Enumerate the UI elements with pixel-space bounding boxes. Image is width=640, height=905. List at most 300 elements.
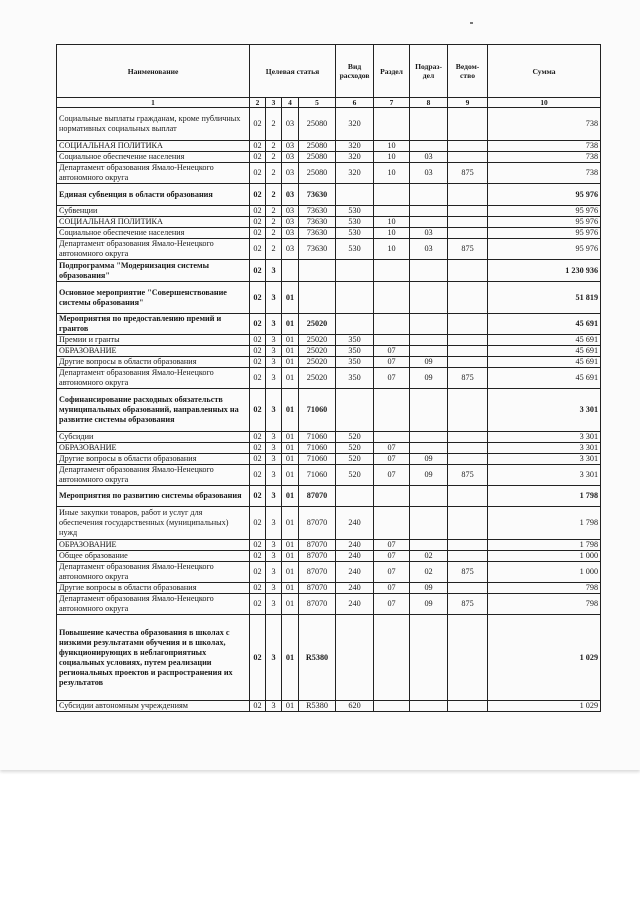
target-code-3: 03 — [282, 141, 299, 152]
subsection-cell — [410, 389, 448, 432]
target-code-3: 01 — [282, 594, 299, 615]
expense-kind-cell: 520 — [336, 454, 374, 465]
row-name-cell: СОЦИАЛЬНАЯ ПОЛИТИКА — [57, 217, 250, 228]
subsection-cell — [410, 314, 448, 335]
row-name-cell: Департамент образования Ямало-Ненецкого автономного округа — [57, 163, 250, 184]
target-code-1: 02 — [250, 615, 266, 701]
target-code-2: 2 — [266, 228, 282, 239]
table-row — [57, 206, 601, 217]
table-row — [57, 346, 601, 357]
column-numbers-row — [57, 98, 601, 108]
target-code-4: R5380 — [299, 701, 336, 712]
target-code-3: 01 — [282, 432, 299, 443]
table-row — [57, 389, 601, 432]
budget-table — [56, 44, 601, 712]
section-cell — [374, 486, 410, 507]
target-code-2: 2 — [266, 239, 282, 260]
expense-kind-cell — [336, 282, 374, 314]
expense-kind-cell: 620 — [336, 701, 374, 712]
target-code-4: 25080 — [299, 141, 336, 152]
target-code-3: 01 — [282, 507, 299, 540]
target-code-4: 71060 — [299, 432, 336, 443]
sum-cell: 45 691 — [488, 314, 601, 335]
target-code-2: 3 — [266, 562, 282, 583]
target-code-4: 73630 — [299, 217, 336, 228]
section-cell: 10 — [374, 141, 410, 152]
subsection-cell: 02 — [410, 551, 448, 562]
expense-kind-cell: 320 — [336, 141, 374, 152]
department-cell — [448, 701, 488, 712]
section-cell: 10 — [374, 228, 410, 239]
header-expense-kind: Вид расходов — [336, 45, 374, 98]
section-cell — [374, 108, 410, 141]
subsection-cell — [410, 217, 448, 228]
expense-kind-cell: 520 — [336, 432, 374, 443]
target-code-3: 03 — [282, 217, 299, 228]
subsection-cell: 02 — [410, 562, 448, 583]
target-code-4: 87070 — [299, 562, 336, 583]
table-row — [57, 465, 601, 486]
target-code-4 — [299, 260, 336, 282]
header-name: Наименование — [57, 45, 250, 98]
target-code-3: 01 — [282, 346, 299, 357]
department-cell — [448, 260, 488, 282]
header-section: Раздел — [374, 45, 410, 98]
target-code-1: 02 — [250, 389, 266, 432]
target-code-4: 25020 — [299, 335, 336, 346]
subsection-cell: 09 — [410, 465, 448, 486]
sum-cell: 1 798 — [488, 486, 601, 507]
table-row — [57, 357, 601, 368]
table-row — [57, 239, 601, 260]
target-code-2: 3 — [266, 335, 282, 346]
expense-kind-cell: 240 — [336, 507, 374, 540]
target-code-4: 71060 — [299, 454, 336, 465]
sum-cell: 738 — [488, 141, 601, 152]
table-row — [57, 228, 601, 239]
target-code-1: 02 — [250, 217, 266, 228]
subsection-cell — [410, 540, 448, 551]
expense-kind-cell: 320 — [336, 108, 374, 141]
table-row — [57, 141, 601, 152]
target-code-1: 02 — [250, 562, 266, 583]
department-cell: 875 — [448, 562, 488, 583]
subsection-cell — [410, 486, 448, 507]
subsection-cell: 03 — [410, 163, 448, 184]
row-name-cell: Повышение качества образования в школах с низкими результатами обучения и в школах, функционирующих в неблагоприятных социальных условиях, путем реализации региональных проектов и распространения их результатов — [57, 615, 250, 701]
sum-cell: 1 000 — [488, 551, 601, 562]
target-code-1: 02 — [250, 594, 266, 615]
target-code-3: 01 — [282, 701, 299, 712]
expense-kind-cell: 520 — [336, 443, 374, 454]
target-code-3: 03 — [282, 108, 299, 141]
sum-cell: 1 029 — [488, 615, 601, 701]
table-row — [57, 443, 601, 454]
subsection-cell — [410, 346, 448, 357]
target-code-1: 02 — [250, 507, 266, 540]
target-code-2: 3 — [266, 594, 282, 615]
subsection-cell: 03 — [410, 228, 448, 239]
section-cell: 10 — [374, 152, 410, 163]
subsection-cell: 03 — [410, 152, 448, 163]
target-code-2: 3 — [266, 583, 282, 594]
row-name-cell: Мероприятия по предоставлению премий и грантов — [57, 314, 250, 335]
table-row — [57, 432, 601, 443]
target-code-2: 2 — [266, 217, 282, 228]
section-cell — [374, 260, 410, 282]
subsection-cell — [410, 443, 448, 454]
target-code-1: 02 — [250, 228, 266, 239]
target-code-1: 02 — [250, 432, 266, 443]
expense-kind-cell — [336, 260, 374, 282]
target-code-1: 02 — [250, 184, 266, 206]
department-cell — [448, 615, 488, 701]
department-cell — [448, 583, 488, 594]
expense-kind-cell: 240 — [336, 583, 374, 594]
target-code-3: 01 — [282, 282, 299, 314]
section-cell: 07 — [374, 594, 410, 615]
column-number: 7 — [374, 98, 410, 108]
subsection-cell — [410, 432, 448, 443]
target-code-2: 3 — [266, 486, 282, 507]
target-code-2: 3 — [266, 432, 282, 443]
row-name-cell: Департамент образования Ямало-Ненецкого автономного округа — [57, 239, 250, 260]
subsection-cell: 03 — [410, 239, 448, 260]
header-department: Ведом-ство — [448, 45, 488, 98]
row-name-cell: Социальные выплаты гражданам, кроме публичных нормативных социальных выплат — [57, 108, 250, 141]
target-code-3: 01 — [282, 443, 299, 454]
row-name-cell: Социальное обеспечение населения — [57, 228, 250, 239]
target-code-4: 73630 — [299, 184, 336, 206]
row-name-cell: Субвенции — [57, 206, 250, 217]
section-cell — [374, 335, 410, 346]
department-cell — [448, 217, 488, 228]
expense-kind-cell: 240 — [336, 594, 374, 615]
target-code-1: 02 — [250, 443, 266, 454]
table-row — [57, 217, 601, 228]
target-code-4: 87070 — [299, 507, 336, 540]
department-cell — [448, 540, 488, 551]
sum-cell: 95 976 — [488, 239, 601, 260]
department-cell — [448, 184, 488, 206]
subsection-cell — [410, 282, 448, 314]
subsection-cell: 09 — [410, 357, 448, 368]
table-row — [57, 583, 601, 594]
column-number: 4 — [282, 98, 299, 108]
expense-kind-cell — [336, 314, 374, 335]
target-code-2: 3 — [266, 465, 282, 486]
target-code-1: 02 — [250, 486, 266, 507]
target-code-1: 02 — [250, 314, 266, 335]
subsection-cell: 09 — [410, 368, 448, 389]
row-name-cell: Департамент образования Ямало-Ненецкого автономного округа — [57, 562, 250, 583]
section-cell: 10 — [374, 163, 410, 184]
expense-kind-cell: 350 — [336, 335, 374, 346]
target-code-2: 3 — [266, 507, 282, 540]
department-cell — [448, 432, 488, 443]
target-code-3: 03 — [282, 228, 299, 239]
section-cell: 07 — [374, 583, 410, 594]
department-cell — [448, 141, 488, 152]
sum-cell: 3 301 — [488, 454, 601, 465]
expense-kind-cell — [336, 615, 374, 701]
target-code-2: 3 — [266, 357, 282, 368]
expense-kind-cell: 520 — [336, 465, 374, 486]
section-cell — [374, 432, 410, 443]
subsection-cell — [410, 141, 448, 152]
row-name-cell: Единая субвенция в области образования — [57, 184, 250, 206]
department-cell: 875 — [448, 239, 488, 260]
department-cell — [448, 443, 488, 454]
target-code-3: 03 — [282, 152, 299, 163]
target-code-2: 3 — [266, 282, 282, 314]
subsection-cell: 09 — [410, 594, 448, 615]
sum-cell: 45 691 — [488, 357, 601, 368]
target-code-4: 73630 — [299, 228, 336, 239]
target-code-1: 02 — [250, 108, 266, 141]
sum-cell: 45 691 — [488, 346, 601, 357]
section-cell: 07 — [374, 357, 410, 368]
department-cell: 875 — [448, 594, 488, 615]
section-cell: 07 — [374, 454, 410, 465]
target-code-2: 2 — [266, 152, 282, 163]
section-cell: 10 — [374, 239, 410, 260]
target-code-4: R5380 — [299, 615, 336, 701]
department-cell: 875 — [448, 163, 488, 184]
target-code-3: 01 — [282, 357, 299, 368]
target-code-1: 02 — [250, 282, 266, 314]
subsection-cell — [410, 184, 448, 206]
expense-kind-cell: 240 — [336, 562, 374, 583]
target-code-1: 02 — [250, 335, 266, 346]
subsection-cell — [410, 108, 448, 141]
target-code-1: 02 — [250, 346, 266, 357]
section-cell — [374, 184, 410, 206]
subsection-cell — [410, 335, 448, 346]
target-code-2: 3 — [266, 389, 282, 432]
expense-kind-cell: 530 — [336, 228, 374, 239]
target-code-2: 3 — [266, 314, 282, 335]
row-name-cell: Иные закупки товаров, работ и услуг для обеспечения государственных (муниципальных) нужд — [57, 507, 250, 540]
row-name-cell: Департамент образования Ямало-Ненецкого автономного округа — [57, 594, 250, 615]
section-cell: 07 — [374, 368, 410, 389]
target-code-3: 01 — [282, 335, 299, 346]
row-name-cell: Департамент образования Ямало-Ненецкого автономного округа — [57, 368, 250, 389]
sum-cell: 95 976 — [488, 228, 601, 239]
sum-cell: 798 — [488, 583, 601, 594]
table-body — [57, 108, 601, 712]
sum-cell: 45 691 — [488, 335, 601, 346]
sum-cell: 45 691 — [488, 368, 601, 389]
target-code-4: 73630 — [299, 239, 336, 260]
expense-kind-cell: 350 — [336, 368, 374, 389]
target-code-1: 02 — [250, 454, 266, 465]
department-cell — [448, 454, 488, 465]
target-code-4: 25020 — [299, 314, 336, 335]
table-row — [57, 701, 601, 712]
section-cell — [374, 206, 410, 217]
subsection-cell — [410, 507, 448, 540]
table-row — [57, 260, 601, 282]
expense-kind-cell: 530 — [336, 217, 374, 228]
table-row — [57, 152, 601, 163]
expense-kind-cell — [336, 486, 374, 507]
target-code-2: 2 — [266, 163, 282, 184]
department-cell — [448, 108, 488, 141]
expense-kind-cell: 530 — [336, 206, 374, 217]
expense-kind-cell: 320 — [336, 152, 374, 163]
table-row — [57, 594, 601, 615]
column-number: 8 — [410, 98, 448, 108]
subsection-cell — [410, 260, 448, 282]
sum-cell: 3 301 — [488, 389, 601, 432]
header-subsection: Подраз-дел — [410, 45, 448, 98]
section-cell: 07 — [374, 465, 410, 486]
target-code-3: 01 — [282, 551, 299, 562]
target-code-2: 2 — [266, 184, 282, 206]
target-code-2: 3 — [266, 368, 282, 389]
row-name-cell: ОБРАЗОВАНИЕ — [57, 540, 250, 551]
target-code-4 — [299, 282, 336, 314]
section-cell: 07 — [374, 540, 410, 551]
expense-kind-cell: 350 — [336, 346, 374, 357]
row-name-cell: Социальное обеспечение населения — [57, 152, 250, 163]
table-row — [57, 486, 601, 507]
target-code-2: 2 — [266, 108, 282, 141]
subsection-cell: 09 — [410, 583, 448, 594]
target-code-4: 25020 — [299, 368, 336, 389]
sum-cell: 738 — [488, 108, 601, 141]
department-cell — [448, 551, 488, 562]
target-code-1: 02 — [250, 152, 266, 163]
target-code-3: 01 — [282, 465, 299, 486]
table-row — [57, 335, 601, 346]
expense-kind-cell: 240 — [336, 551, 374, 562]
target-code-1: 02 — [250, 701, 266, 712]
row-name-cell: ОБРАЗОВАНИЕ — [57, 346, 250, 357]
row-name-cell: Департамент образования Ямало-Ненецкого автономного округа — [57, 465, 250, 486]
target-code-3: 01 — [282, 368, 299, 389]
row-name-cell: СОЦИАЛЬНАЯ ПОЛИТИКА — [57, 141, 250, 152]
target-code-4: 87070 — [299, 551, 336, 562]
target-code-3: 01 — [282, 583, 299, 594]
target-code-2: 3 — [266, 443, 282, 454]
target-code-1: 02 — [250, 583, 266, 594]
target-code-1: 02 — [250, 465, 266, 486]
target-code-3: 03 — [282, 239, 299, 260]
row-name-cell: Субсидии автономным учреждениям — [57, 701, 250, 712]
header-target-article: Целевая статья — [250, 45, 336, 98]
sum-cell: 95 976 — [488, 184, 601, 206]
section-cell: 07 — [374, 443, 410, 454]
subsection-cell — [410, 615, 448, 701]
target-code-1: 02 — [250, 357, 266, 368]
target-code-2: 3 — [266, 615, 282, 701]
table-header-row — [57, 45, 601, 98]
row-name-cell: Основное мероприятие "Совершенствование системы образования" — [57, 282, 250, 314]
target-code-2: 2 — [266, 206, 282, 217]
department-cell — [448, 389, 488, 432]
table-row — [57, 551, 601, 562]
department-cell — [448, 152, 488, 163]
subsection-cell: 09 — [410, 454, 448, 465]
expense-kind-cell: 240 — [336, 540, 374, 551]
target-code-3: 03 — [282, 206, 299, 217]
target-code-3: 01 — [282, 454, 299, 465]
target-code-2: 3 — [266, 260, 282, 282]
table-row — [57, 507, 601, 540]
sum-cell: 3 301 — [488, 465, 601, 486]
sum-cell: 798 — [488, 594, 601, 615]
table-row — [57, 163, 601, 184]
target-code-3 — [282, 260, 299, 282]
target-code-3: 01 — [282, 540, 299, 551]
row-name-cell: Другие вопросы в области образования — [57, 454, 250, 465]
target-code-1: 02 — [250, 206, 266, 217]
section-cell: 10 — [374, 217, 410, 228]
target-code-1: 02 — [250, 141, 266, 152]
column-number: 3 — [266, 98, 282, 108]
sum-cell: 1 029 — [488, 701, 601, 712]
subsection-cell — [410, 701, 448, 712]
section-cell: 07 — [374, 562, 410, 583]
expense-kind-cell: 530 — [336, 239, 374, 260]
department-cell: 875 — [448, 465, 488, 486]
table-row — [57, 282, 601, 314]
department-cell — [448, 357, 488, 368]
target-code-4: 71060 — [299, 465, 336, 486]
row-name-cell: ОБРАЗОВАНИЕ — [57, 443, 250, 454]
section-cell — [374, 615, 410, 701]
target-code-2: 3 — [266, 454, 282, 465]
table-row — [57, 108, 601, 141]
target-code-1: 02 — [250, 260, 266, 282]
sum-cell: 51 819 — [488, 282, 601, 314]
target-code-3: 01 — [282, 314, 299, 335]
expense-kind-cell — [336, 389, 374, 432]
target-code-4: 25080 — [299, 163, 336, 184]
department-cell — [448, 314, 488, 335]
row-name-cell: Другие вопросы в области образования — [57, 357, 250, 368]
row-name-cell: Другие вопросы в области образования — [57, 583, 250, 594]
target-code-1: 02 — [250, 163, 266, 184]
table-row — [57, 615, 601, 701]
target-code-4: 87070 — [299, 486, 336, 507]
target-code-3: 01 — [282, 615, 299, 701]
target-code-4: 73630 — [299, 206, 336, 217]
sum-cell: 738 — [488, 152, 601, 163]
department-cell — [448, 335, 488, 346]
department-cell — [448, 228, 488, 239]
department-cell — [448, 206, 488, 217]
target-code-4: 71060 — [299, 443, 336, 454]
target-code-4: 25020 — [299, 346, 336, 357]
target-code-2: 3 — [266, 346, 282, 357]
subsection-cell — [410, 206, 448, 217]
row-name-cell: Субсидии — [57, 432, 250, 443]
department-cell — [448, 282, 488, 314]
target-code-2: 3 — [266, 701, 282, 712]
column-number: 9 — [448, 98, 488, 108]
table-row — [57, 314, 601, 335]
row-name-cell: Мероприятия по развитию системы образования — [57, 486, 250, 507]
sum-cell: 1 230 936 — [488, 260, 601, 282]
table-row — [57, 368, 601, 389]
scan-speck — [470, 22, 473, 24]
target-code-3: 01 — [282, 486, 299, 507]
target-code-1: 02 — [250, 239, 266, 260]
target-code-3: 03 — [282, 184, 299, 206]
